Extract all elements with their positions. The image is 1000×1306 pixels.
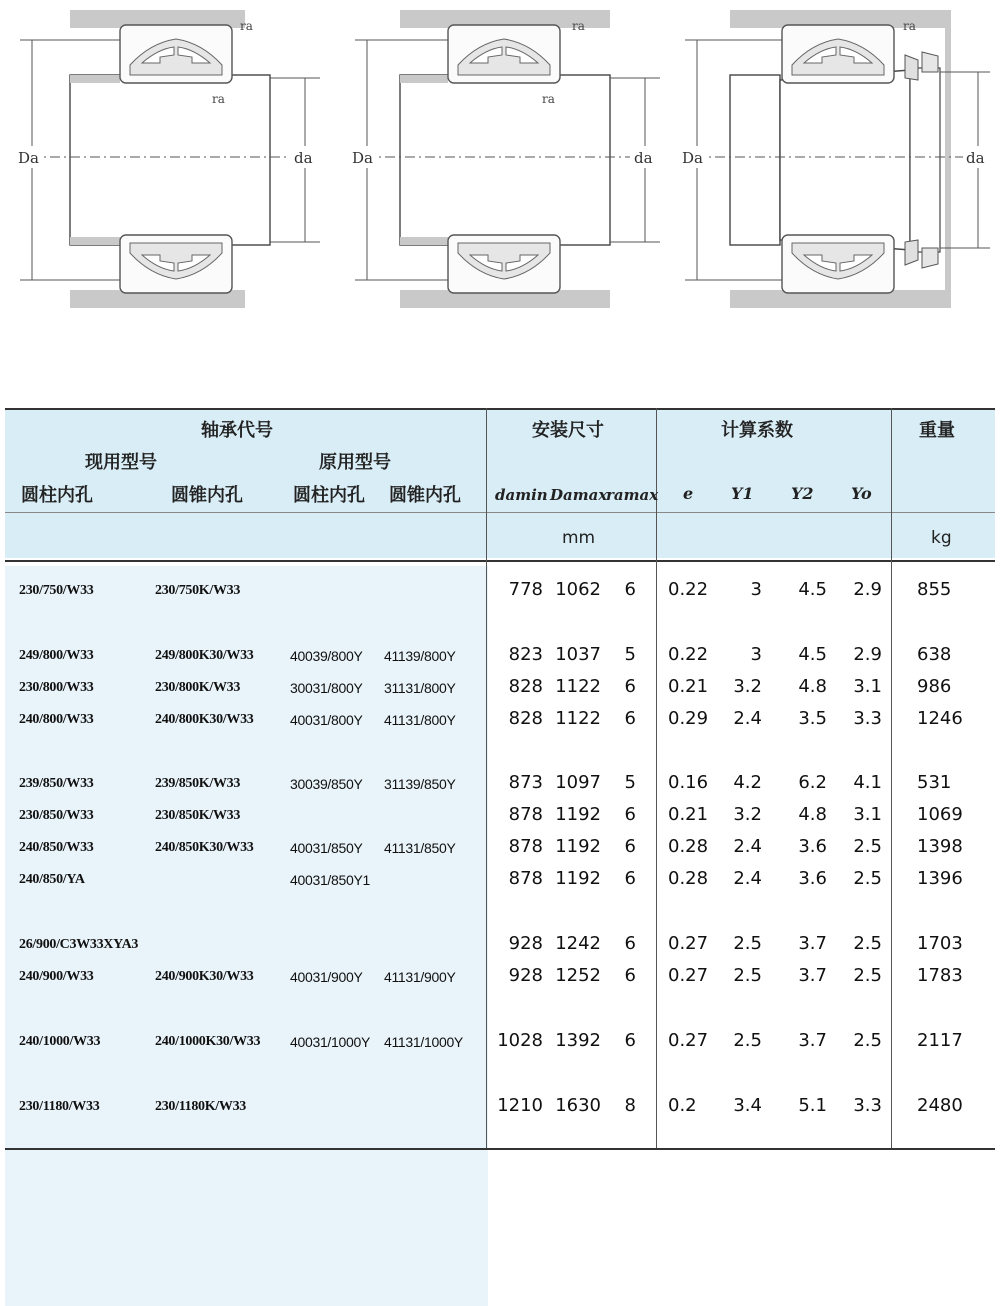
label-ra-1a: ra — [240, 19, 253, 33]
hdr-cyl-bore-current: 圆柱内孔 — [21, 485, 93, 506]
cell-old-cyl-bore: 40031/800Y — [290, 712, 363, 728]
hdr-taper-bore-original: 圆锥内孔 — [389, 485, 461, 506]
hdr-da-min: damin — [495, 486, 548, 504]
label-Da-3: Da — [682, 149, 703, 167]
cell-taper-bore: 230/750K/W33 — [155, 583, 241, 598]
table-body-shade — [5, 566, 488, 1306]
cell-old-taper-bore: 41131/800Y — [384, 712, 456, 728]
cell-Y2: 3.6 — [798, 868, 827, 889]
cell-e: 0.27 — [668, 1030, 709, 1051]
cell-e: 0.27 — [668, 965, 709, 986]
cell-weight: 1398 — [917, 836, 963, 857]
cell-old-taper-bore: 41131/850Y — [384, 840, 456, 856]
cell-Da-max: 1062 — [555, 579, 601, 600]
cell-Y0: 2.9 — [853, 644, 882, 665]
cell-Y1: 3 — [750, 644, 762, 665]
cell-cyl-bore: 26/900/C3W33XYA3 — [19, 937, 139, 952]
cell-Da-max: 1122 — [555, 676, 601, 697]
cell-Da-max: 1242 — [555, 933, 601, 954]
cell-taper-bore: 249/800K30/W33 — [155, 648, 254, 663]
label-da-2: da — [634, 149, 653, 167]
cell-Y2: 4.8 — [798, 804, 827, 825]
cell-Y2: 6.2 — [798, 772, 827, 793]
cell-old-cyl-bore: 40031/900Y — [290, 969, 363, 985]
cell-taper-bore: 230/800K/W33 — [155, 680, 241, 695]
hdr-designation: 轴承代号 — [201, 420, 273, 441]
cell-Da-max: 1192 — [555, 868, 601, 889]
cell-Y1: 2.5 — [733, 965, 762, 986]
cell-old-taper-bore: 31131/800Y — [384, 680, 456, 696]
cell-old-taper-bore: 41131/900Y — [384, 969, 456, 985]
hdr-Y0: Yo — [851, 484, 872, 503]
cell-e: 0.21 — [668, 676, 709, 697]
cell-cyl-bore: 230/800/W33 — [19, 680, 94, 695]
cell-cyl-bore: 240/850/W33 — [19, 840, 94, 855]
cell-Y1: 2.4 — [733, 708, 762, 729]
cell-da-min: 1028 — [497, 1030, 543, 1051]
cell-weight: 1703 — [917, 933, 963, 954]
cell-Da-max: 1192 — [555, 804, 601, 825]
cell-old-taper-bore: 31139/850Y — [384, 776, 456, 792]
cell-Y0: 2.5 — [853, 1030, 882, 1051]
cell-Y1: 3 — [750, 579, 762, 600]
cell-ra-max: 6 — [624, 579, 636, 600]
cell-ra-max: 6 — [624, 868, 636, 889]
cell-e: 0.22 — [668, 644, 709, 665]
cell-ra-max: 6 — [624, 836, 636, 857]
hdr-Y2: Y2 — [791, 484, 814, 503]
cell-e: 0.29 — [668, 708, 709, 729]
cell-old-taper-bore: 41139/800Y — [384, 648, 456, 664]
cell-e: 0.28 — [668, 836, 709, 857]
cell-ra-max: 6 — [624, 1030, 636, 1051]
cell-weight: 855 — [917, 579, 952, 600]
cell-ra-max: 5 — [624, 772, 636, 793]
cell-e: 0.22 — [668, 579, 709, 600]
cell-old-cyl-bore: 40039/800Y — [290, 648, 363, 664]
cell-Y2: 3.7 — [798, 1030, 827, 1051]
cell-Y2: 3.7 — [798, 965, 827, 986]
cell-Y1: 3.2 — [733, 676, 762, 697]
cell-Y1: 2.4 — [733, 836, 762, 857]
cell-da-min: 878 — [508, 804, 543, 825]
cell-da-min: 828 — [508, 708, 543, 729]
drawing-1 — [14, 10, 320, 308]
cell-Y1: 3.2 — [733, 804, 762, 825]
cell-e: 0.16 — [668, 772, 709, 793]
cell-Y0: 2.9 — [853, 579, 882, 600]
cell-old-cyl-bore: 40031/1000Y — [290, 1034, 371, 1050]
cell-da-min: 928 — [508, 965, 543, 986]
cell-Da-max: 1392 — [555, 1030, 601, 1051]
cell-taper-bore: 240/1000K30/W33 — [155, 1034, 261, 1049]
cell-cyl-bore: 230/850/W33 — [19, 808, 94, 823]
cell-Da-max: 1037 — [555, 644, 601, 665]
cell-Y0: 3.1 — [853, 676, 882, 697]
hdr-taper-bore-current: 圆锥内孔 — [171, 485, 243, 506]
hdr-unit-kg: kg — [931, 528, 952, 548]
cell-Y2: 4.5 — [798, 579, 827, 600]
cell-Y0: 3.3 — [853, 708, 882, 729]
cell-Y1: 3.4 — [733, 1095, 762, 1116]
cell-Y0: 2.5 — [853, 933, 882, 954]
cell-cyl-bore: 240/850/YA — [19, 872, 85, 887]
cell-weight: 986 — [917, 676, 952, 697]
cell-Da-max: 1097 — [555, 772, 601, 793]
cell-da-min: 878 — [508, 868, 543, 889]
cell-taper-bore: 240/850K30/W33 — [155, 840, 254, 855]
cell-da-min: 878 — [508, 836, 543, 857]
cell-da-min: 778 — [508, 579, 543, 600]
cell-da-min: 823 — [508, 644, 543, 665]
cell-taper-bore: 240/900K30/W33 — [155, 969, 254, 984]
cell-ra-max: 6 — [624, 933, 636, 954]
cell-cyl-bore: 249/800/W33 — [19, 648, 94, 663]
cell-ra-max: 6 — [624, 965, 636, 986]
label-ra-3: ra — [903, 19, 916, 33]
hdr-original: 原用型号 — [319, 452, 391, 473]
cell-Y0: 2.5 — [853, 836, 882, 857]
hdr-weight: 重量 — [919, 420, 955, 441]
label-da-3: da — [966, 149, 985, 167]
cell-Y2: 3.5 — [798, 708, 827, 729]
cell-old-cyl-bore: 40031/850Y — [290, 840, 363, 856]
cell-old-cyl-bore: 30039/850Y — [290, 776, 363, 792]
hdr-current: 现用型号 — [85, 452, 157, 473]
cell-Y0: 2.5 — [853, 965, 882, 986]
cell-Y1: 2.5 — [733, 933, 762, 954]
drawing-2 — [349, 10, 660, 308]
cell-da-min: 1210 — [497, 1095, 543, 1116]
cell-e: 0.27 — [668, 933, 709, 954]
cell-taper-bore: 239/850K/W33 — [155, 776, 241, 791]
cell-Y0: 4.1 — [853, 772, 882, 793]
cell-ra-max: 6 — [624, 708, 636, 729]
cell-Y1: 2.5 — [733, 1030, 762, 1051]
cell-Y1: 2.4 — [733, 868, 762, 889]
cell-weight: 1783 — [917, 965, 963, 986]
cell-Y2: 4.5 — [798, 644, 827, 665]
cell-old-cyl-bore: 40031/850Y1 — [290, 872, 371, 888]
cell-ra-max: 8 — [624, 1095, 636, 1116]
cell-weight: 2117 — [917, 1030, 963, 1051]
cell-cyl-bore: 240/800/W33 — [19, 712, 94, 727]
cell-e: 0.28 — [668, 868, 709, 889]
label-Da-2: Da — [352, 149, 373, 167]
cell-taper-bore: 230/850K/W33 — [155, 808, 241, 823]
hdr-Y1: Y1 — [731, 484, 754, 503]
cell-Y0: 3.1 — [853, 804, 882, 825]
cell-taper-bore: 230/1180K/W33 — [155, 1099, 246, 1114]
cell-da-min: 828 — [508, 676, 543, 697]
cell-taper-bore: 240/800K30/W33 — [155, 712, 254, 727]
cell-cyl-bore: 230/750/W33 — [19, 583, 94, 598]
cell-cyl-bore: 230/1180/W33 — [19, 1099, 100, 1114]
cell-da-min: 873 — [508, 772, 543, 793]
cell-ra-max: 6 — [624, 676, 636, 697]
cell-Y2: 5.1 — [798, 1095, 827, 1116]
cell-weight: 638 — [917, 644, 952, 665]
cell-Da-max: 1252 — [555, 965, 601, 986]
drawing-3 — [679, 10, 993, 308]
cell-old-cyl-bore: 30031/800Y — [290, 680, 363, 696]
cell-Da-max: 1192 — [555, 836, 601, 857]
cell-ra-max: 6 — [624, 804, 636, 825]
cell-weight: 2480 — [917, 1095, 963, 1116]
label-Da-1: Da — [18, 149, 39, 167]
cell-cyl-bore: 240/900/W33 — [19, 969, 94, 984]
hdr-unit-mm: mm — [562, 528, 596, 548]
cell-Y2: 4.8 — [798, 676, 827, 697]
hdr-e: e — [683, 484, 694, 503]
cell-old-taper-bore: 41131/1000Y — [384, 1034, 463, 1050]
cell-Da-max: 1630 — [555, 1095, 601, 1116]
mounting-drawings — [0, 0, 1000, 330]
cell-da-min: 928 — [508, 933, 543, 954]
cell-Y1: 4.2 — [733, 772, 762, 793]
label-ra-2b: ra — [542, 92, 555, 106]
hdr-cyl-bore-original: 圆柱内孔 — [293, 485, 365, 506]
cell-e: 0.21 — [668, 804, 709, 825]
label-da-1: da — [294, 149, 313, 167]
cell-e: 0.2 — [668, 1095, 697, 1116]
cell-weight: 1396 — [917, 868, 963, 889]
label-ra-2a: ra — [572, 19, 585, 33]
hdr-calc: 计算系数 — [721, 420, 793, 441]
cell-ra-max: 5 — [624, 644, 636, 665]
label-ra-1b: ra — [212, 92, 225, 106]
table-header-bg — [5, 408, 995, 558]
cell-weight: 531 — [917, 772, 952, 793]
hdr-ra-max: ramax — [606, 486, 659, 504]
hdr-Da-max: Damax — [550, 486, 608, 504]
cell-weight: 1069 — [917, 804, 963, 825]
hdr-mounting: 安装尺寸 — [532, 420, 604, 441]
cell-Y0: 3.3 — [853, 1095, 882, 1116]
cell-Y0: 2.5 — [853, 868, 882, 889]
cell-Y2: 3.7 — [798, 933, 827, 954]
cell-Da-max: 1122 — [555, 708, 601, 729]
cell-Y2: 3.6 — [798, 836, 827, 857]
cell-cyl-bore: 239/850/W33 — [19, 776, 94, 791]
cell-cyl-bore: 240/1000/W33 — [19, 1034, 101, 1049]
cell-weight: 1246 — [917, 708, 963, 729]
